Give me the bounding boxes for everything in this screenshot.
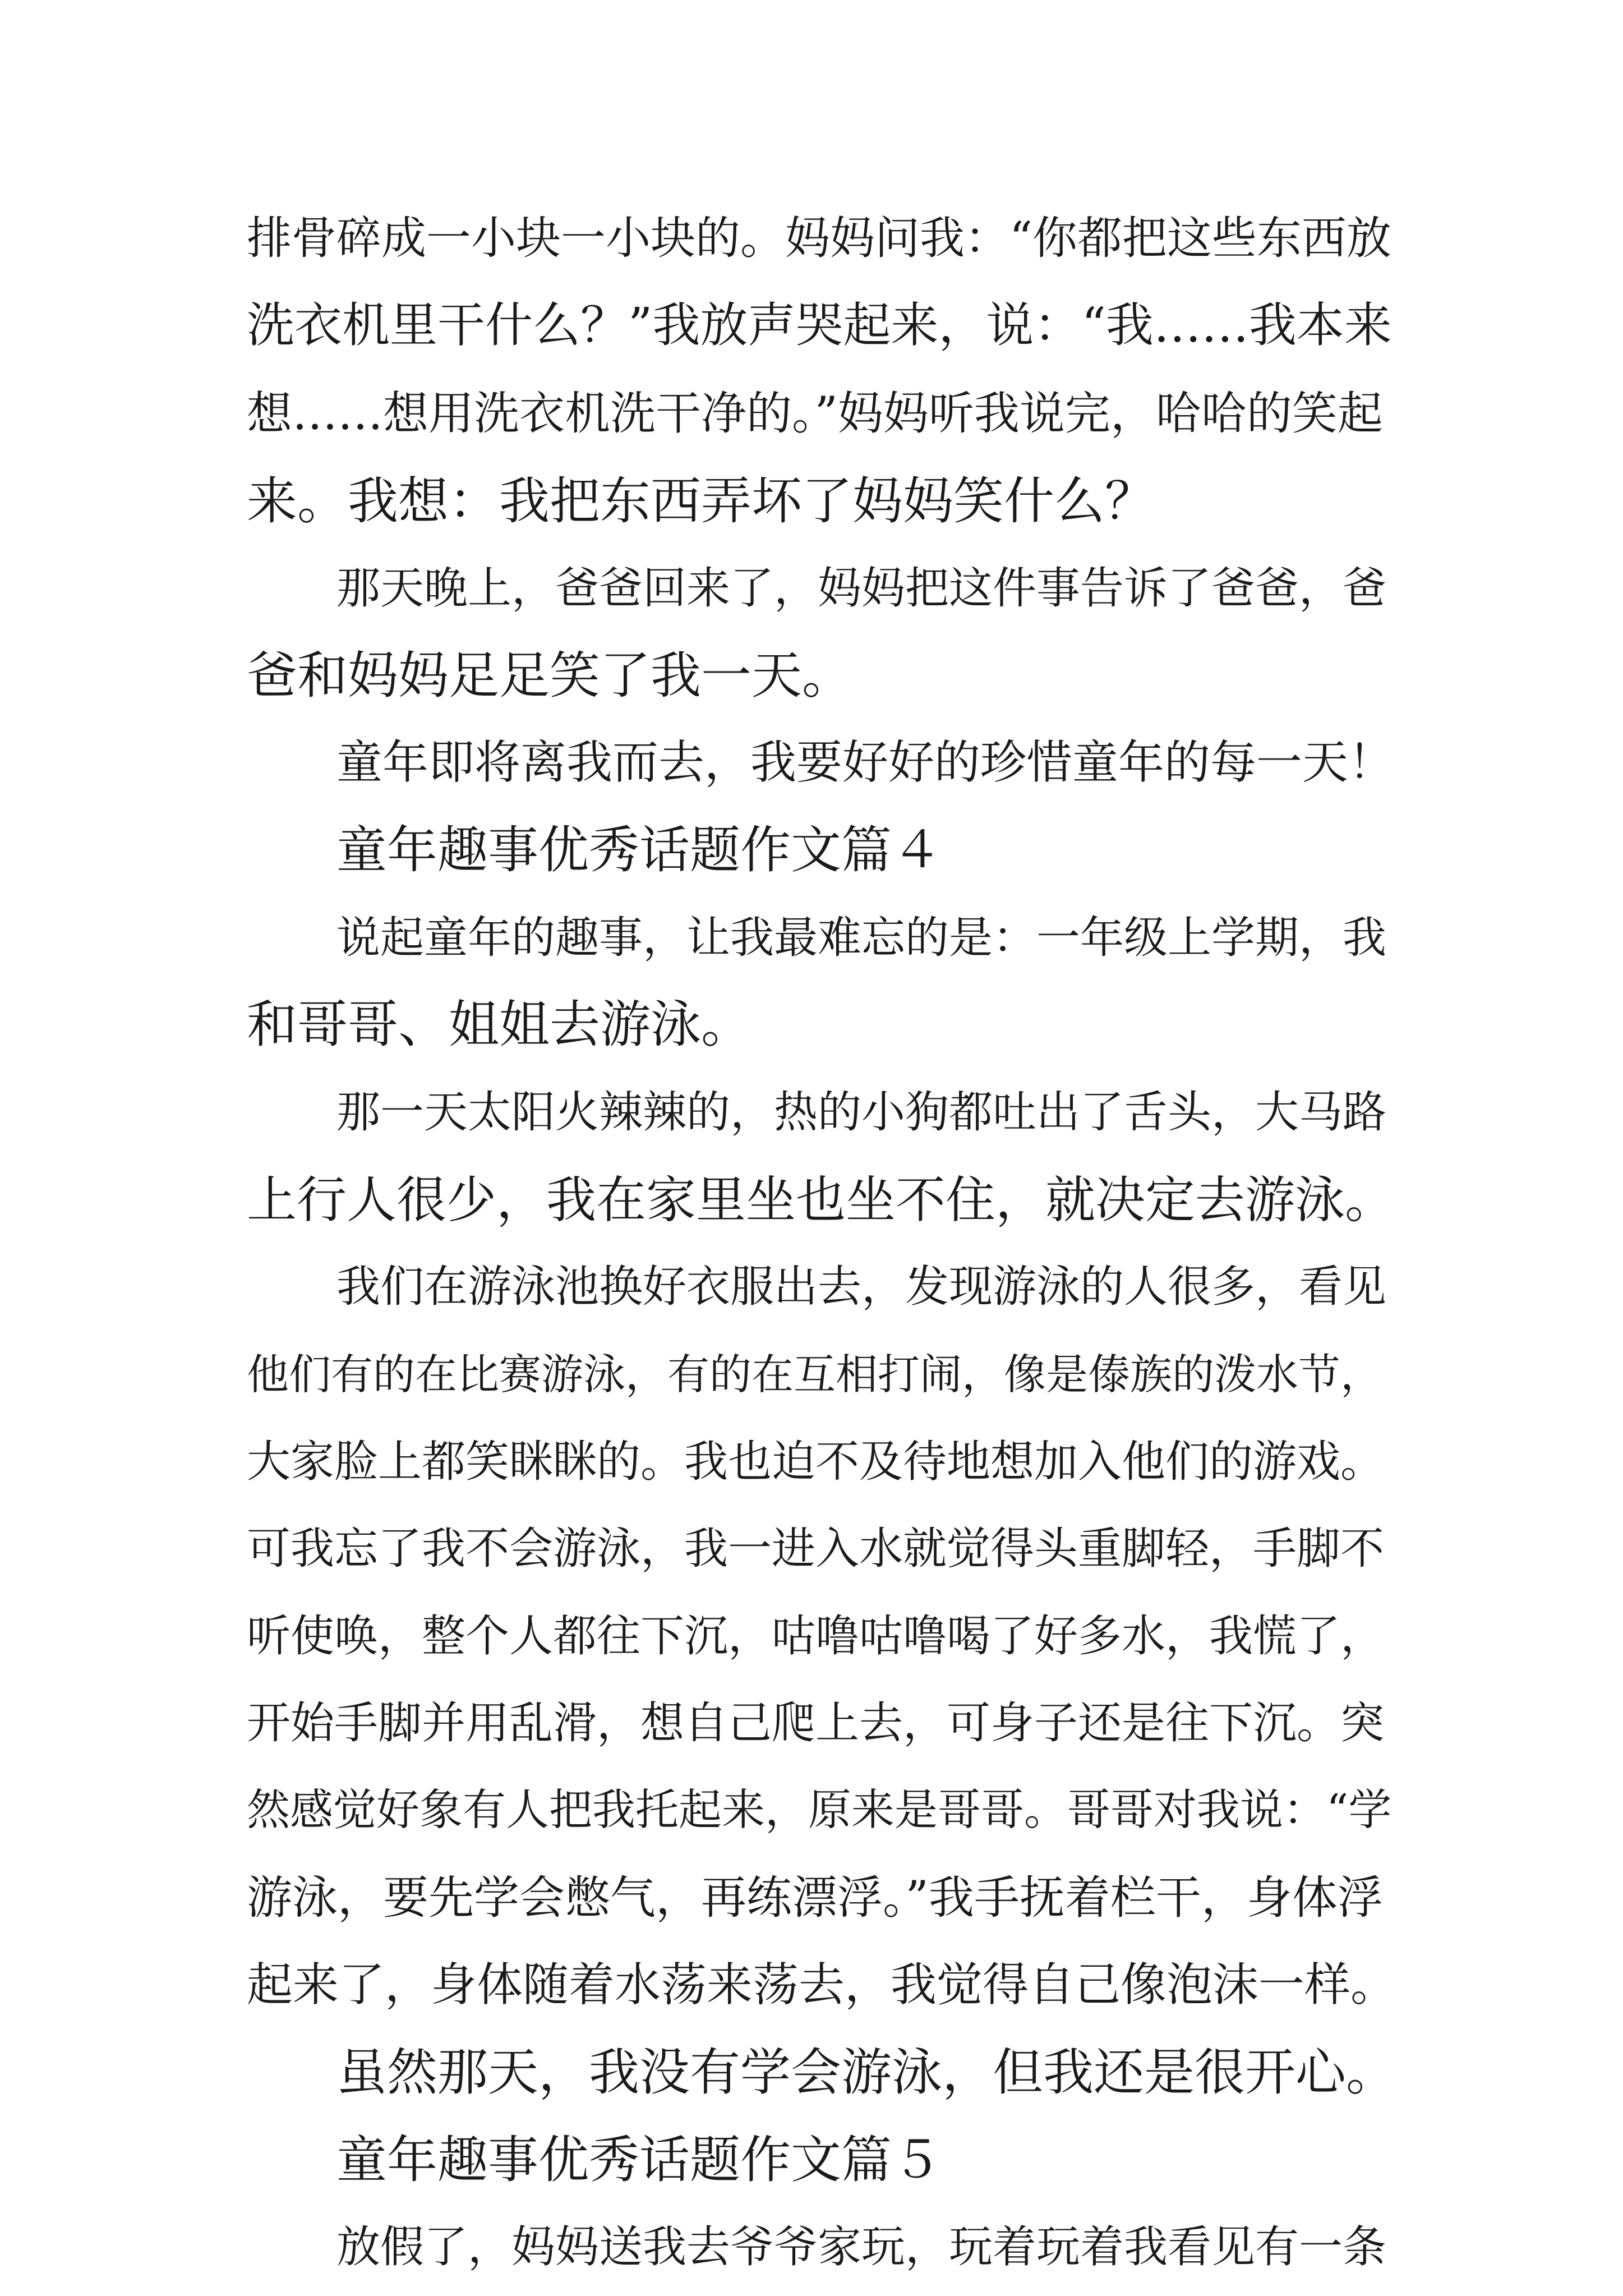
text-line: 来。我想：我把东西弄坏了妈妈笑什么？: [247, 472, 1155, 531]
text-line: 和哥哥、姐姐去游泳。: [247, 995, 751, 1054]
section-heading: 童年趣事优秀话题作文篇５: [336, 2131, 942, 2189]
text-line: 听使唤，整个人都往下沉，咕噜咕噜喝了好多水，我慌了，: [247, 1611, 1385, 1662]
text-line: 游泳，要先学会憋气，再练漂浮。”我手抚着栏干，身体浮: [247, 1872, 1383, 1925]
paragraph-first-line: 那天晚上，爸爸回来了，妈妈把这件事告诉了爸爸，爸: [336, 563, 1387, 614]
text-line: 开始手脚并用乱滑，想自己爬上去，可身子还是往下沉。突: [247, 1698, 1385, 1749]
text-line: 爸和妈妈足足笑了我一天。: [247, 646, 852, 705]
text-line: 排骨碎成一小块一小块的。妈妈问我：“你都把这些东西放: [247, 212, 1391, 264]
text-line: 然感觉好象有人把我托起来，原来是哥哥。哥哥对我说：“学: [247, 1786, 1392, 1835]
text-line: 起来了，身体随着水荡来荡去，我觉得自己像泡沫一样。: [247, 1958, 1397, 2012]
paragraph-first-line: 放假了，妈妈送我去爷爷家玩，玩着玩着我看见有一条: [336, 2222, 1387, 2272]
paragraph-first-line: 童年即将离我而去，我要好好的珍惜童年的每一天！: [336, 736, 1395, 789]
text-line: 上行人很少，我在家里坐也坐不住，就决定去游泳。: [247, 1171, 1395, 1229]
text-line: 洗衣机里干什么？”我放声哭起来，说：“我……我本来: [247, 298, 1392, 353]
paragraph-first-line: 我们在游泳池换好衣服出去，发现游泳的人很多，看见: [336, 1262, 1387, 1312]
text-line: 大家脸上都笑眯眯的。我也迫不及待地想加入他们的游戏。: [247, 1437, 1385, 1487]
text-line: 可我忘了我不会游泳，我一进入水就觉得头重脚轻，手脚不: [247, 1524, 1385, 1574]
text-line: 想……想用洗衣机洗干净的。”妈妈听我说完，哈哈的笑起: [247, 388, 1383, 440]
text-line: 他们有的在比赛游泳，有的在互相打闹，像是傣族的泼水节，: [247, 1350, 1383, 1399]
section-heading: 童年趣事优秀话题作文篇４: [336, 821, 942, 880]
paragraph-first-line: 那一天太阳火辣辣的，热的小狗都吐出了舌头，大马路: [336, 1087, 1387, 1138]
paragraph-first-line: 虽然那天，我没有学会游泳，但我还是很开心。: [336, 2043, 1396, 2102]
paragraph-first-line: 说起童年的趣事，让我最难忘的是：一年级上学期，我: [336, 913, 1387, 963]
